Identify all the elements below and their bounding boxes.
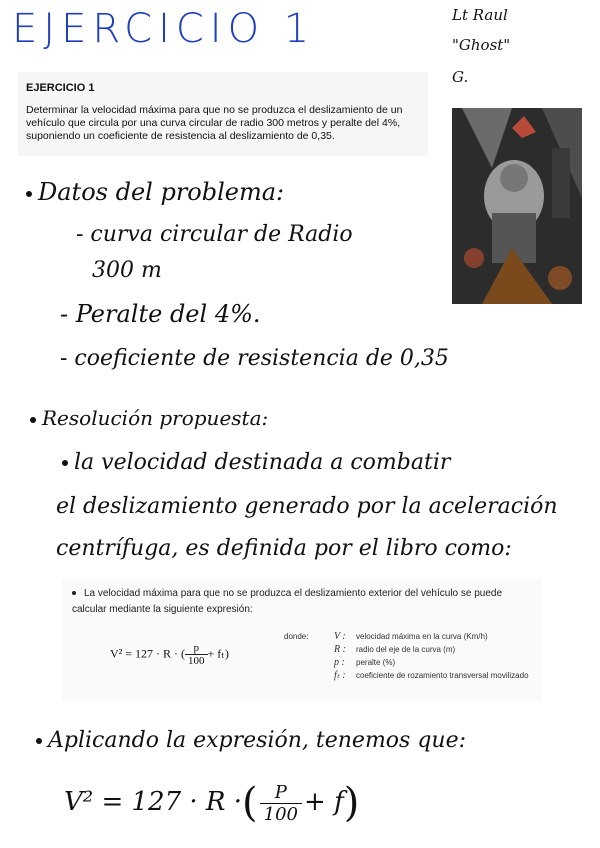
- donde-label: donde:: [284, 632, 309, 641]
- definition-r: R : radio del eje de la curva (m): [334, 644, 456, 655]
- author-line-3: G.: [452, 68, 469, 86]
- definition-p: p : peralte (%): [334, 657, 396, 668]
- datos-item-2: - Peralte del 4%.: [60, 300, 261, 328]
- bullet-icon: [26, 191, 32, 197]
- applied-formula: V² = 127 · R ·( $\frac{P}{100}$ + f): [64, 780, 360, 826]
- resolucion-line-3: centrífuga, es definida por el libro como:: [56, 536, 512, 561]
- handwritten-title: EJERCICIO 1: [12, 6, 316, 52]
- resolucion-line-1: la velocidad destinada a combatir: [62, 450, 450, 475]
- resolucion-heading: Resolución propuesta:: [30, 406, 268, 430]
- speed-formula: V² = 127 · R · ( $\frac{p}{100}$ + fₜ): [110, 642, 229, 667]
- author-line-1: Lt Raul: [452, 6, 508, 24]
- formula-intro: La velocidad máxima para que no se produzca el deslizamiento exterior del vehículo se puede calcular mediante la siguiente expresión:: [72, 588, 503, 615]
- definition-ft: fₜ : coeficiente de rozamiento transversal movilizado: [334, 670, 529, 681]
- aplicando-line: Aplicando la expresión, tenemos que:: [36, 728, 466, 753]
- bullet-icon: [72, 591, 76, 595]
- bullet-icon: [62, 460, 68, 466]
- definition-v: V : velocidad máxima en la curva (Km/h): [334, 631, 488, 642]
- datos-item-1: - curva circular de Radio: [76, 222, 353, 247]
- author-line-2: "Ghost": [452, 36, 511, 54]
- datos-item-1-cont: 300 m: [92, 258, 162, 283]
- problem-statement-box: [18, 72, 428, 156]
- datos-item-3: - coeficiente de resistencia de 0,35: [60, 346, 449, 371]
- resolucion-line-2: el deslizamiento generado por la aceleración: [56, 494, 558, 519]
- problem-title: EJERCICIO 1: [26, 82, 95, 94]
- formula-definitions: [334, 630, 534, 682]
- bullet-icon: [30, 417, 36, 423]
- formula-reference-box: [62, 580, 542, 700]
- datos-heading: Datos del problema:: [26, 178, 284, 206]
- problem-text: Determinar la velocidad máxima para que no se produzca el deslizamiento de un vehículo que circula por una curva circular de radio 300 metros y peralte del 4%, suponiendo un coeficiente de resistencia al deslizamiento de 0,35.: [26, 104, 403, 142]
- bullet-icon: [36, 738, 42, 744]
- artwork-image: [452, 108, 582, 304]
